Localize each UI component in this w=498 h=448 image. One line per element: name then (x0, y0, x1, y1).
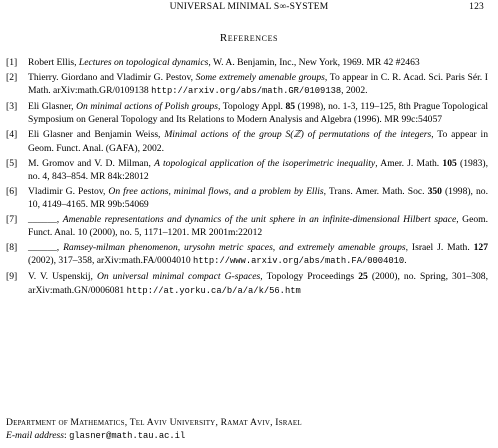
reference-number: [8] (6, 242, 18, 254)
reference-text: (1998), no. 10, 4149–4165. MR 99b:54069 (28, 185, 488, 210)
reference-title: On universal minimal compact G-spaces (96, 271, 261, 283)
reference-text: ______, (28, 242, 64, 254)
reference-list (6, 56, 488, 300)
reference-title: On minimal actions of Polish groups (76, 101, 218, 113)
reference-volume: 127 (473, 242, 489, 254)
reference-item (6, 241, 488, 268)
reference-volume: 85 (285, 101, 296, 113)
reference-number: [1] (6, 57, 18, 68)
running-head (0, 1, 498, 13)
reference-url[interactable]: http://arxiv.org/abs/math.GR/0109138 (151, 86, 342, 97)
reference-item (6, 56, 488, 69)
reference-number: [5] (6, 157, 18, 169)
reference-text: , Topology Proceedings (260, 271, 359, 283)
reference-url[interactable]: http://at.yorku.ca/b/a/a/k/56.htm (126, 285, 301, 296)
reference-text: M. Gromov and V. D. Milman, (28, 157, 155, 169)
reference-text: , To appear in Geom. Funct. Anal. (GAFA), 2002. (28, 129, 489, 154)
reference-title: Some extremely amenable groups (195, 72, 325, 84)
reference-text: , W. A. Benjamin, Inc., New York, 1969. MR 42 #2463 (208, 57, 420, 68)
reference-title: A topological application of the isoperimetric inequality (154, 157, 376, 169)
reference-number: [7] (6, 214, 18, 226)
reference-number: [2] (6, 72, 18, 84)
email-label: E-mail address (6, 430, 65, 441)
reference-text: Robert Ellis, (28, 57, 79, 68)
reference-volume: 350 (427, 185, 442, 197)
reference-text: . (404, 255, 407, 267)
section-title: References (219, 32, 279, 44)
reference-text: Thierry. Giordano and Vladimir G. Pestov, (28, 72, 196, 84)
reference-text: Eli Glasner, (28, 101, 77, 113)
reference-item (6, 185, 488, 211)
reference-number: [6] (6, 185, 18, 197)
reference-volume: 105 (442, 157, 457, 169)
reference-title: Amenable representations and dynamics of the unit sphere in an infinite-dimensional Hilbert space (62, 214, 457, 226)
reference-number: [9] (6, 271, 18, 283)
email-line (6, 429, 488, 443)
reference-text: Vladimir G. Pestov, (28, 185, 109, 197)
reference-text: (2002), 317–358, arXiv:math.FA/0004010 (28, 255, 194, 267)
reference-title: Ramsey-milman phenomenon, urysohn metric spaces, and extremely amenable groups (63, 242, 406, 254)
reference-text: , Israel J. Math. (405, 242, 474, 254)
reference-text: (1998), no. 1-3, 119–125, 8th Prague Topological Symposium on General Topology and Its Relations to Modern Analysis and Algebra (1996). MR 99c:54057 (28, 101, 489, 126)
reference-number: [3] (6, 101, 18, 113)
reference-item (6, 128, 488, 154)
reference-volume: 25 (358, 271, 368, 283)
running-title: UNIVERSAL MINIMAL S∞-SYSTEM (169, 2, 329, 12)
reference-text: Eli Glasner and Benjamin Weiss, (28, 129, 165, 141)
author-affiliation (6, 416, 488, 443)
reference-title: Minimal actions of the group S(ℤ) of permutations of the integers (164, 129, 432, 141)
page-number: 123 (469, 2, 484, 12)
reference-text: , Amer. J. Math. (375, 157, 443, 169)
email-colon: : (64, 430, 70, 441)
email-address: glasner@math.tau.ac.il (69, 431, 186, 441)
reference-text: (1983), no. 4, 843–854. MR 84k:28012 (28, 157, 489, 182)
reference-text: , Trans. Amer. Math. Soc. (323, 185, 428, 197)
reference-text: , Geom. Funct. Anal. 10 (2000), no. 5, 1171–1201. MR 2001m:22012 (28, 214, 488, 239)
reference-item (6, 71, 488, 98)
reference-text: , Topology Appl. (217, 101, 286, 113)
reference-number: [4] (6, 129, 18, 141)
reference-url[interactable]: http://www.arxiv.org/abs/math.FA/0004010 (193, 256, 405, 267)
reference-text: (2000), no. Spring, 301–308, arXiv:math.GN/0006081 (28, 271, 488, 296)
reference-item (6, 213, 488, 239)
reference-text: ______, (28, 214, 63, 226)
reference-text: , To appear in C. R. Acad. Sci. Paris Sér. I Math. arXiv:math.GR/0109138 (28, 72, 489, 97)
reference-title: On free actions, minimal flows, and a problem by Ellis (108, 185, 324, 197)
reference-text: V. V. Uspenskij, (28, 271, 97, 283)
affiliation-address: Department of Mathematics, Tel Aviv University, Ramat Aviv, Israel (6, 417, 302, 428)
reference-item (6, 157, 488, 183)
reference-item (6, 270, 488, 297)
reference-title: Lectures on topological dynamics (78, 57, 209, 68)
reference-text: , 2002. (341, 85, 368, 97)
reference-item (6, 100, 488, 126)
